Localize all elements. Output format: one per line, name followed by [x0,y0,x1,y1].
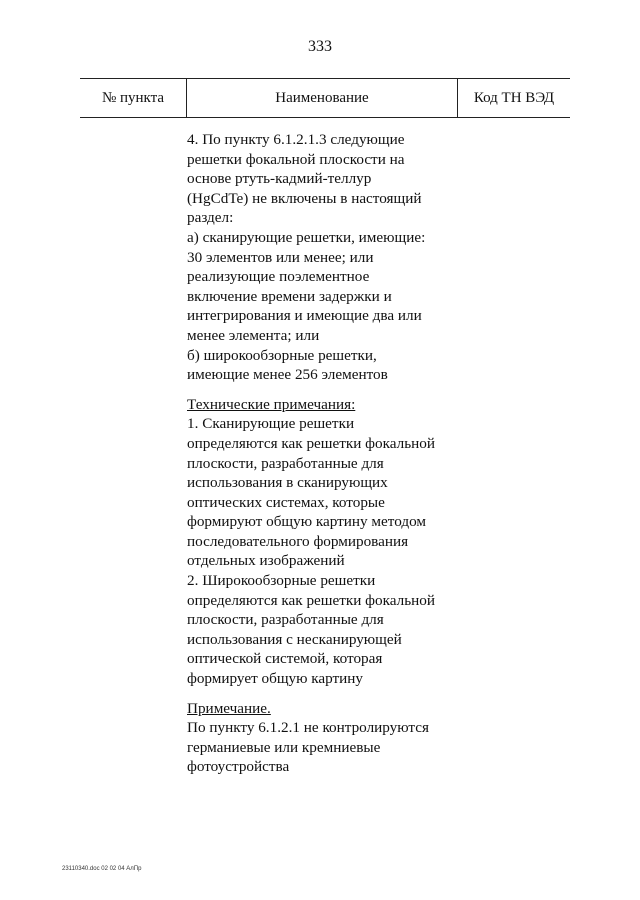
text-line: имеющие менее 256 элементов [187,366,388,384]
table-header [80,78,570,118]
text-line: 30 элементов или менее; или [187,248,374,266]
column-header-name: Наименование [187,79,458,117]
text-line: плоскости, разработанные для [187,611,384,629]
note-heading: Примечание. [187,699,271,717]
text-line: последовательного формирования [187,532,409,550]
text-line: формируют общую картину методом [187,513,427,531]
paragraph-exclusions [187,130,477,385]
technical-notes [187,395,477,689]
text-line: определяются как решетки фокальной [187,591,435,609]
text-line: германиевые или кремниевые [187,738,381,756]
text-line: включение времени задержки и [187,287,392,305]
text-line: интегрирования и имеющие два или [187,307,422,325]
spacer [187,385,477,395]
text-line: раздел: [187,209,234,227]
text-line: 4. По пункту 6.1.2.1.3 следующие [187,131,405,148]
column-header-number: № пункта [80,79,187,117]
text-line: использования в сканирующих [187,474,388,492]
text-line: оптических системах, которые [187,493,385,511]
text-line: оптической системой, которая [187,650,383,668]
footer-file-reference: 23110340.doc 02 02 04 АлПр [62,866,142,872]
content-body [187,130,477,777]
text-line: 1. Сканирующие решетки [187,415,355,433]
text-line: плоскости, разработанные для [187,454,384,472]
text-line: а) сканирующие решетки, имеющие: [187,228,426,246]
column-header-code: Код ТН ВЭД [473,89,555,106]
text-line: 2. Широкообзорные решетки [187,572,376,590]
spacer [187,689,477,699]
text-line: формирует общую картину [187,670,364,688]
text-line: фотоустройства [187,758,290,776]
text-line: По пункту 6.1.2.1 не контролируются [187,719,429,737]
text-line: использования с несканирующей [187,630,402,648]
text-line: отдельных изображений [187,552,345,570]
text-line: решетки фокальной плоскости на [187,150,405,168]
text-line: определяются как решетки фокальной [187,434,435,452]
text-line: б) широкообзорные решетки, [187,346,377,364]
text-line: (HgCdTe) не включены в настоящий [187,189,422,207]
text-line: реализующие поэлементное [187,268,370,286]
technical-notes-heading: Технические примечания: [187,395,356,413]
page-number: 333 [308,38,332,55]
note-section [187,699,477,777]
text-line: менее элемента; или [187,326,320,344]
text-line: основе ртуть-кадмий-теллур [187,170,372,188]
